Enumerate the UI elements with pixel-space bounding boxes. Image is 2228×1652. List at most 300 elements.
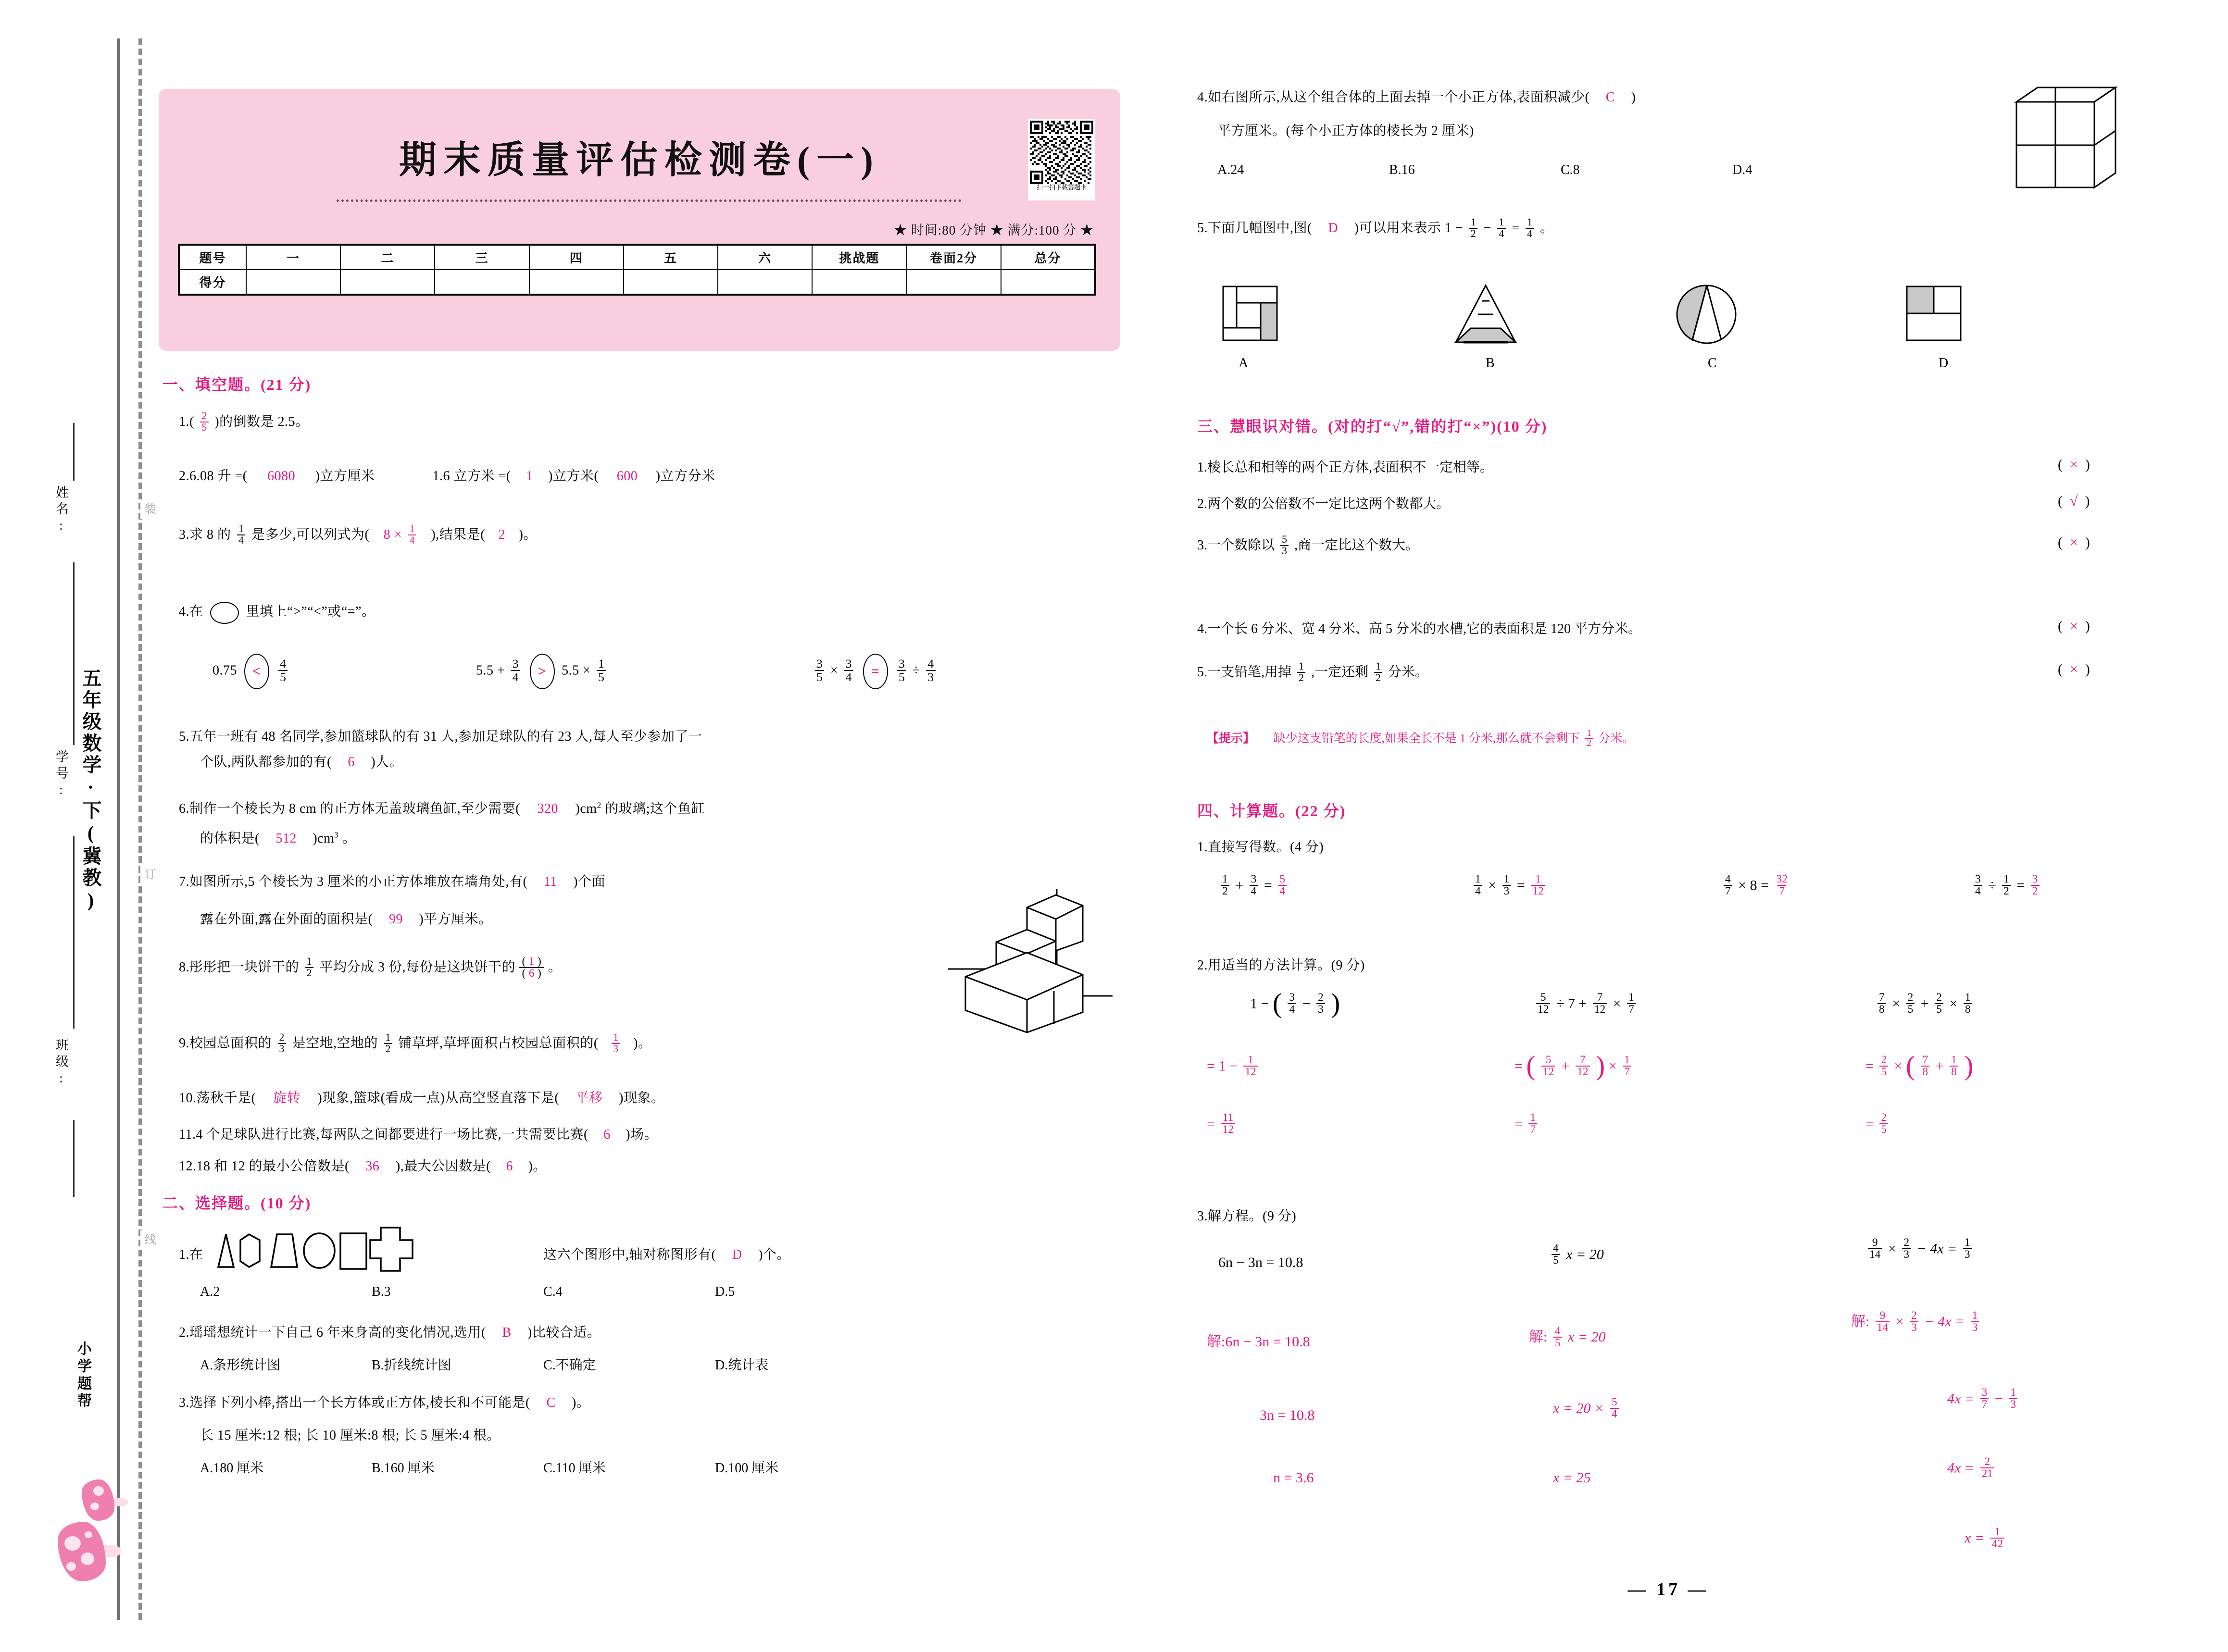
choice-q1-options (200, 1284, 735, 1300)
score-row-label-2: 得分 (179, 270, 246, 295)
q12-ans1: 36 (365, 1159, 380, 1174)
truefalse-item-5 (1197, 661, 1428, 684)
margin-solid-line (117, 38, 120, 1620)
d2-op: × (1488, 877, 1497, 894)
q9-p4: )。 (633, 1036, 652, 1051)
choice-q5 (1197, 217, 1554, 240)
q1-ans-den: 5 (200, 422, 208, 433)
table-row (179, 270, 1095, 295)
choice-q4-options (1217, 162, 1752, 178)
q3mc-p2: )。 (572, 1395, 590, 1410)
calc-method-3-step1: = $\frac{2}{5}$ × ( $\frac{7}{8}$ + $\frac{1}{8}$ ) (1865, 1051, 1974, 1081)
d3-ad: 7 (1724, 885, 1732, 897)
e2-s2p: x = 20 × (1553, 1400, 1604, 1416)
calc-method-3-expr (1875, 993, 1975, 1017)
q5mc-eq: = (1512, 221, 1520, 236)
q3mc-opt-d[interactable]: D.100 厘米 (715, 1461, 779, 1476)
m2-op2: × (1613, 995, 1621, 1012)
calc-direct-1 (1218, 875, 1289, 898)
name-rule-bottom (73, 562, 75, 745)
m3-s1cn: 1 (1951, 1054, 1957, 1066)
q6-l1a: 6.制作一个棱长为 8 cm 的正方体无盖玻璃鱼缸,至少需要( (179, 801, 521, 816)
calc-sub1-heading: 1.直接写得数。(4 分) (1197, 840, 1324, 855)
q4mc-opt-d[interactable]: D.4 (1732, 162, 1752, 177)
d1-op: + (1235, 877, 1244, 894)
d3-rd: 7 (1777, 885, 1786, 897)
tf5-f2d: 2 (1374, 672, 1382, 683)
q4i2-rn: 1 (598, 657, 605, 671)
m1-s2n: 11 (1222, 1111, 1234, 1124)
d3-op: × 8 (1738, 877, 1757, 894)
q1mc-opt-c[interactable]: C.4 (543, 1284, 563, 1299)
d3-rn: 32 (1776, 873, 1788, 885)
score-col-1: 一 (246, 245, 340, 270)
option-a-figure (1220, 284, 1283, 346)
q12-p1: 12.18 和 12 的最小公倍数是( (179, 1159, 350, 1174)
equation-2-step1 (1529, 1325, 1606, 1350)
q4i2-rd: 5 (597, 670, 606, 683)
m3-ad: 8 (1878, 1003, 1886, 1015)
q8-f-d: 2 (305, 967, 313, 979)
score-cell-6[interactable] (718, 270, 812, 295)
q4-blank-circle[interactable] (210, 602, 239, 624)
m3-s1cd: 8 (1950, 1066, 1958, 1078)
q2mc-p1: 2.瑶瑶想统计一下自己 6 年来身高的变化情况,选用( (179, 1325, 486, 1340)
score-cell-5[interactable] (624, 270, 718, 295)
e3-s2ad: 7 (1980, 1398, 1989, 1410)
section-2-heading: 二、选择题。(10 分) (163, 1194, 312, 1212)
q2-b-ans2: 600 (616, 469, 638, 484)
m1-pre: 1 − (1250, 995, 1269, 1012)
q10-ans1: 旋转 (273, 1091, 300, 1105)
e2-tail: x = 20 (1566, 1246, 1604, 1263)
m3-dd: 8 (1964, 1003, 1972, 1015)
e3-s1p: 解: (1851, 1314, 1870, 1329)
e3-s3p: 4x = (1947, 1460, 1975, 1476)
q4-stem-b: 里填上“>”“<”或“=”。 (246, 604, 376, 619)
m1-popen: ( (1272, 988, 1282, 1019)
tf3-a: 3.一个数除以 (1197, 538, 1275, 553)
score-col-8: 卷面2分 (907, 245, 1001, 270)
e3-s1an: 9 (1879, 1309, 1886, 1322)
q2-b-mid: )立方米( (548, 469, 599, 484)
equation-3-step3 (1947, 1457, 1997, 1481)
score-row-label: 题号 (179, 245, 246, 270)
e2-s1t: x = 20 (1568, 1329, 1606, 1345)
q2-a-tail: )立方厘米 (315, 469, 375, 484)
equation-2-expr (1549, 1244, 1604, 1267)
q7-l2b: )平方厘米。 (419, 912, 492, 927)
q1mc-p2: 这六个图形中,轴对称图形有( (543, 1247, 716, 1262)
m1-ad: 4 (1288, 1003, 1296, 1015)
choice-q4-line2: 平方厘米。(每个小正方体的棱长为 2 厘米) (1217, 124, 1474, 138)
equation-2-step3 (1553, 1470, 1591, 1486)
table-row (179, 245, 1095, 270)
q2mc-ans: B (502, 1325, 512, 1340)
page-number: — 17 — (1627, 1579, 1709, 1600)
sid-rule-bottom (73, 836, 75, 1029)
m3-s1bd: 8 (1921, 1066, 1930, 1078)
m3-s1bn: 7 (1922, 1054, 1928, 1066)
q11-ans: 6 (603, 1127, 611, 1142)
q6-l2c: 。 (342, 831, 356, 846)
q3-p2: 是多少,可以列式为( (251, 527, 370, 542)
choice-q3 (179, 1392, 590, 1411)
m2-bn: 7 (1597, 991, 1603, 1004)
fill-q4-item-3 (813, 654, 938, 689)
q9-f1d: 3 (278, 1043, 286, 1055)
score-col-4: 四 (529, 245, 624, 270)
e3-s4d: 42 (1990, 1538, 2004, 1550)
m2-s1cn: 1 (1624, 1054, 1630, 1066)
q2mc-p2: )比较合适。 (527, 1325, 601, 1340)
q9-ans-n: 1 (613, 1031, 619, 1043)
q6-l1c: 的玻璃;这个鱼缸 (605, 801, 705, 816)
q4i2-right: 5.5 × (562, 663, 591, 678)
fill-q10 (179, 1087, 665, 1106)
m2-s1ad: 12 (1541, 1066, 1555, 1078)
q6-sup1: 2 (597, 800, 601, 810)
option-c-figure (1673, 282, 1740, 347)
option-a-label: A (1239, 356, 1249, 371)
m3-an: 7 (1879, 991, 1885, 1004)
page-title: 期末质量评估检测卷(一) (399, 139, 880, 181)
score-cell-9[interactable] (1001, 270, 1095, 295)
e3-s4n: 1 (1994, 1526, 2001, 1538)
m3-s1p: = (1865, 1058, 1874, 1074)
truefalse-item-3 (1197, 534, 1419, 557)
section-1-heading: 一、填空题。(21 分) (163, 376, 312, 393)
option-b-label: B (1486, 356, 1495, 371)
q8-p2: 平均分成 3 份,每份是这块饼干的 (319, 960, 515, 975)
fill-q11 (179, 1124, 658, 1143)
q10-p2: )现象,篮球(看成一点)从高空竖直落下是( (317, 1091, 560, 1105)
e3-s2bn: 1 (2010, 1386, 2016, 1399)
d4-rd: 2 (2031, 885, 2040, 897)
hint-box (1207, 729, 1634, 749)
exam-header-panel (159, 89, 1120, 351)
q2mc-opt-d[interactable]: D.统计表 (715, 1358, 769, 1373)
q5-line2b: )人。 (371, 755, 403, 770)
class-rule-bottom (73, 1120, 75, 1197)
score-cell-2[interactable] (340, 270, 435, 295)
fill-q1 (179, 411, 309, 434)
d4-eq: = (2016, 877, 2025, 894)
q7-l1b: )个面 (573, 874, 606, 889)
q1-suffix: )的倒数是 2.5。 (214, 414, 309, 429)
q2mc-opt-b[interactable]: B.折线统计图 (372, 1358, 451, 1373)
q9-p2: 是空地,空地的 (292, 1036, 378, 1051)
q2mc-opt-c[interactable]: C.不确定 (543, 1358, 596, 1373)
score-col-6: 六 (718, 245, 812, 270)
section-3-heading: 三、慧眼识对错。(对的打“√”,错的打“×”)(10 分) (1197, 418, 1548, 435)
m1-an: 3 (1289, 991, 1295, 1004)
hint-fn: 1 (1587, 728, 1592, 738)
e2-n: 4 (1553, 1242, 1559, 1255)
q12-p3: )。 (528, 1159, 547, 1174)
m2-s1bn: 7 (1580, 1054, 1586, 1066)
score-cell-7[interactable] (812, 270, 906, 295)
score-table (178, 244, 1096, 296)
exam-meta: ★ 时间:80 分钟 ★ 满分:100 分 ★ (893, 223, 1094, 237)
tf5-b: ,一定还剩 (1311, 665, 1368, 680)
q3mc-p1: 3.选择下列小棒,搭出一个长方体或正方体,棱长和不可能是( (179, 1395, 530, 1410)
e3-s1ad: 14 (1876, 1321, 1890, 1333)
class-label: 班级: (54, 1038, 68, 1089)
fill-q6-line1 (179, 798, 705, 817)
e2-s1d: 5 (1553, 1337, 1562, 1349)
title-underline (337, 199, 962, 202)
fold-mark-2: 订 (140, 865, 157, 884)
d1-ad: 2 (1221, 885, 1229, 897)
q3-p1: 3.求 8 的 (179, 527, 231, 542)
q6-ans2: 512 (275, 831, 297, 846)
student-name-label: 姓名: (54, 485, 68, 536)
e3-ad: 14 (1868, 1248, 1882, 1260)
m1-s1n: 1 (1248, 1054, 1253, 1066)
q6-sup2: 3 (334, 830, 339, 840)
q3-f-d: 4 (237, 534, 245, 546)
q5-ans: 6 (348, 755, 355, 770)
q4mc-ans: C (1605, 90, 1615, 105)
equation-1-expr: 6n − 3n = 10.8 (1218, 1255, 1303, 1270)
e3-s1op2: − 4x = (1924, 1314, 1965, 1329)
q1mc-opt-d[interactable]: D.5 (715, 1284, 735, 1299)
e3-cd: 3 (1963, 1248, 1972, 1260)
q9-p3: 铺草坪,草坪面积占校园总面积的( (398, 1036, 599, 1051)
tf5-f2n: 1 (1375, 660, 1381, 672)
score-col-5: 五 (624, 245, 718, 270)
m1-bn: 2 (1318, 991, 1324, 1004)
fill-q3 (179, 524, 537, 547)
e3-s1op1: × (1895, 1314, 1904, 1329)
q3mc-opt-a[interactable]: A.180 厘米 (200, 1461, 264, 1476)
hint-fd: 2 (1585, 738, 1593, 748)
q8-p1: 8.彤彤把一块饼干的 (179, 960, 300, 975)
q1mc-opt-b[interactable]: B.3 (372, 1284, 391, 1299)
m2-s2n: 1 (1530, 1111, 1536, 1124)
q10-p3: )现象。 (619, 1091, 665, 1105)
q4i3-ln: 3 (816, 657, 823, 671)
e3-s1bd: 3 (1910, 1321, 1918, 1333)
q10-ans2: 平移 (575, 1091, 603, 1105)
stacked-cubes-figure (914, 884, 1115, 1038)
choice-q1-tail (543, 1244, 790, 1263)
calc-sub3-heading: 3.解方程。(9 分) (1197, 1209, 1297, 1224)
q4i3-r2d: 3 (926, 670, 935, 683)
m3-s2d: 5 (1879, 1123, 1888, 1135)
q10-p1: 10.荡秋千是( (179, 1091, 256, 1105)
q1mc-ans: D (732, 1247, 742, 1262)
d2-an: 1 (1475, 873, 1481, 885)
e3-bn: 2 (1903, 1236, 1910, 1249)
truefalse-mark-3[interactable]: ( × ) (2058, 534, 2090, 550)
q9-f2d: 2 (384, 1043, 392, 1055)
equation-3-step4 (1965, 1528, 2007, 1551)
truefalse-mark-1[interactable]: ( × ) (2058, 457, 2090, 472)
m1-s1p: = 1 − (1207, 1058, 1238, 1074)
d4-op: ÷ (1988, 877, 1996, 894)
fill-q6-line2 (200, 828, 356, 847)
q3-p4: )。 (518, 527, 537, 542)
q3-p3: ),结果是( (431, 527, 486, 542)
e3-op2: − 4x = (1916, 1241, 1957, 1257)
m3-s1an: 2 (1881, 1054, 1887, 1066)
m2-s2d: 7 (1528, 1123, 1537, 1135)
d2-ad: 4 (1474, 885, 1482, 897)
d2-bn: 1 (1503, 873, 1510, 885)
option-c-label: C (1708, 356, 1717, 371)
equation-1-step2: 3n = 10.8 (1260, 1407, 1315, 1423)
calc-direct-2 (1471, 875, 1548, 898)
q4i3-mid: × (830, 663, 839, 678)
equation-1-step1: 解:6n − 3n = 10.8 (1207, 1334, 1310, 1350)
q11-p2: )场。 (626, 1127, 658, 1142)
m2-cd: 7 (1627, 1003, 1636, 1015)
q5mc-f1n: 1 (1470, 216, 1477, 228)
q2mc-opt-a[interactable]: A.条形统计图 (200, 1358, 281, 1373)
truefalse-mark-4[interactable]: ( × ) (2058, 618, 2090, 634)
m1-op: − (1302, 995, 1311, 1012)
d1-rn: 5 (1279, 873, 1285, 885)
e2-s2n: 5 (1611, 1396, 1617, 1408)
fill-q5-line1: 5.五年一班有 48 名同学,参加篮球队的有 31 人,参加足球队的有 23 人,每人至少参加了一 (179, 729, 702, 744)
calc-method-2-step2 (1515, 1113, 1540, 1137)
q5mc-f2n: 1 (1499, 216, 1504, 228)
d1-bn: 3 (1251, 873, 1257, 885)
e3-op1: × (1888, 1241, 1896, 1257)
option-b-figure (1447, 283, 1524, 346)
m3-s1ad: 5 (1879, 1066, 1888, 1078)
d3-an: 4 (1725, 873, 1731, 885)
equation-1-step3: n = 3.6 (1273, 1470, 1314, 1486)
calc-method-3-step2 (1865, 1113, 1890, 1137)
q5mc-f3n: 1 (1527, 216, 1533, 228)
calc-method-1-step2 (1207, 1113, 1238, 1137)
q3mc-opt-b[interactable]: B.160 厘米 (372, 1461, 435, 1476)
m3-cd: 5 (1935, 1003, 1943, 1015)
m2-an: 5 (1540, 991, 1546, 1004)
fill-q7-line2 (200, 908, 492, 928)
d1-an: 1 (1222, 873, 1228, 885)
m2-s1op: + (1561, 1058, 1570, 1074)
q4i3-md: 4 (844, 670, 853, 683)
score-col-3: 三 (435, 245, 529, 270)
score-col-7: 挑战题 (812, 245, 906, 270)
six-shapes-figure (213, 1225, 544, 1275)
calc-method-2-step1: = ( $\frac{5}{12}$ + $\frac{7}{12}$ ) × $\frac{1}{7}$ (1515, 1056, 1634, 1079)
d2-bd: 3 (1502, 885, 1511, 897)
tf3-fn: 5 (1282, 533, 1287, 545)
tf5-c: 分米。 (1388, 665, 1428, 680)
m3-dn: 1 (1965, 991, 1971, 1004)
truefalse-mark-2[interactable]: ( √ ) (2058, 493, 2090, 509)
q2-a-ans: 6080 (267, 469, 296, 484)
q6-l2b: )cm (313, 831, 335, 846)
fill-q4-stem (179, 601, 375, 624)
m2-s1an: 5 (1545, 1054, 1552, 1066)
hint-body-b: 分米。 (1598, 732, 1635, 745)
m1-s2p: = (1207, 1116, 1215, 1132)
q4mc-opt-c[interactable]: C.8 (1561, 162, 1580, 177)
score-cell-3[interactable] (435, 270, 529, 295)
m1-s2d: 12 (1221, 1123, 1235, 1135)
q2-b: 1.6 立方米 =( (432, 469, 511, 484)
choice-q3-options (200, 1457, 778, 1477)
d1-eq: = (1264, 877, 1272, 894)
q4i1-left: 0.75 (213, 663, 237, 678)
fill-q12 (179, 1155, 547, 1175)
q5mc-ans: D (1328, 221, 1339, 236)
tf5-a: 5.一支铅笔,用掉 (1197, 665, 1292, 680)
q12-ans2: 6 (506, 1159, 513, 1174)
q8-f-n: 1 (306, 955, 312, 967)
qr-code-icon[interactable] (1028, 119, 1095, 200)
equation-3-step1 (1851, 1309, 1981, 1335)
student-id-label: 学号: (54, 750, 68, 800)
q7-l1a: 7.如图所示,5 个棱长为 3 厘米的小正方体堆放在墙角处,有( (179, 874, 528, 889)
q4i1-op[interactable]: < (244, 654, 269, 689)
fill-q4-item-1 (213, 654, 290, 689)
truefalse-item-2: 2.两个数的公倍数不一定比这两个数都大。 (1197, 497, 1450, 511)
d3-eq: = (1761, 877, 1769, 894)
q4mc-opt-a[interactable]: A.24 (1217, 162, 1244, 177)
binding-margin (0, 0, 154, 1652)
d2-rd: 12 (1531, 885, 1545, 897)
m2-cn: 1 (1628, 991, 1634, 1004)
q2-a: 2.6.08 升 =( (179, 469, 248, 484)
q4i3-ld: 5 (815, 670, 824, 683)
q7-l2a: 露在外面,露在外面的面积是( (200, 912, 373, 927)
truefalse-mark-5[interactable]: ( × ) (2058, 661, 2090, 677)
score-cell-4[interactable] (529, 270, 624, 295)
e2-s1p: 解: (1529, 1329, 1548, 1345)
q5mc-p3: 。 (1540, 221, 1554, 236)
q4mc-opt-b[interactable]: B.16 (1389, 162, 1415, 177)
mushroom-decoration-icon (58, 1476, 125, 1586)
q9-f2n: 1 (385, 1031, 391, 1043)
q5mc-f2d: 4 (1497, 228, 1505, 239)
q4i3-op[interactable]: = (863, 654, 888, 689)
margin-dashed-line (138, 38, 142, 1620)
tf3-fd: 3 (1280, 545, 1289, 557)
fill-q5-line2 (200, 751, 403, 770)
q8-ans-n: 1 (528, 955, 535, 967)
q1mc-p3: )个。 (758, 1247, 790, 1262)
m3-op3: × (1949, 995, 1958, 1012)
option-d-figure (1904, 284, 1966, 346)
book-title: 五年级数学·下(冀教) (80, 668, 101, 913)
tf5-fd: 2 (1297, 672, 1305, 683)
q4i2-op[interactable]: > (530, 654, 555, 689)
e2-s1n: 4 (1554, 1324, 1561, 1337)
q3mc-opt-c[interactable]: C.110 厘米 (543, 1461, 606, 1476)
tf5-fn: 1 (1299, 660, 1304, 672)
choice-q2 (179, 1322, 601, 1341)
fill-q7-line1 (179, 871, 605, 890)
d2-rn: 1 (1535, 873, 1541, 885)
qr-caption: 扫一扫下载答题卡 (1036, 184, 1087, 191)
equation-3-step2 (1947, 1388, 2020, 1412)
m3-bn: 2 (1907, 991, 1914, 1004)
e3-an: 9 (1872, 1236, 1878, 1249)
e3-s2an: 3 (1981, 1386, 1988, 1399)
q4i3-mn: 3 (845, 657, 852, 671)
m2-s1p: = (1515, 1058, 1523, 1074)
score-cell-1[interactable] (246, 270, 340, 295)
q1mc-opt-a[interactable]: A.2 (200, 1284, 220, 1299)
score-cell-8[interactable] (907, 270, 1001, 295)
